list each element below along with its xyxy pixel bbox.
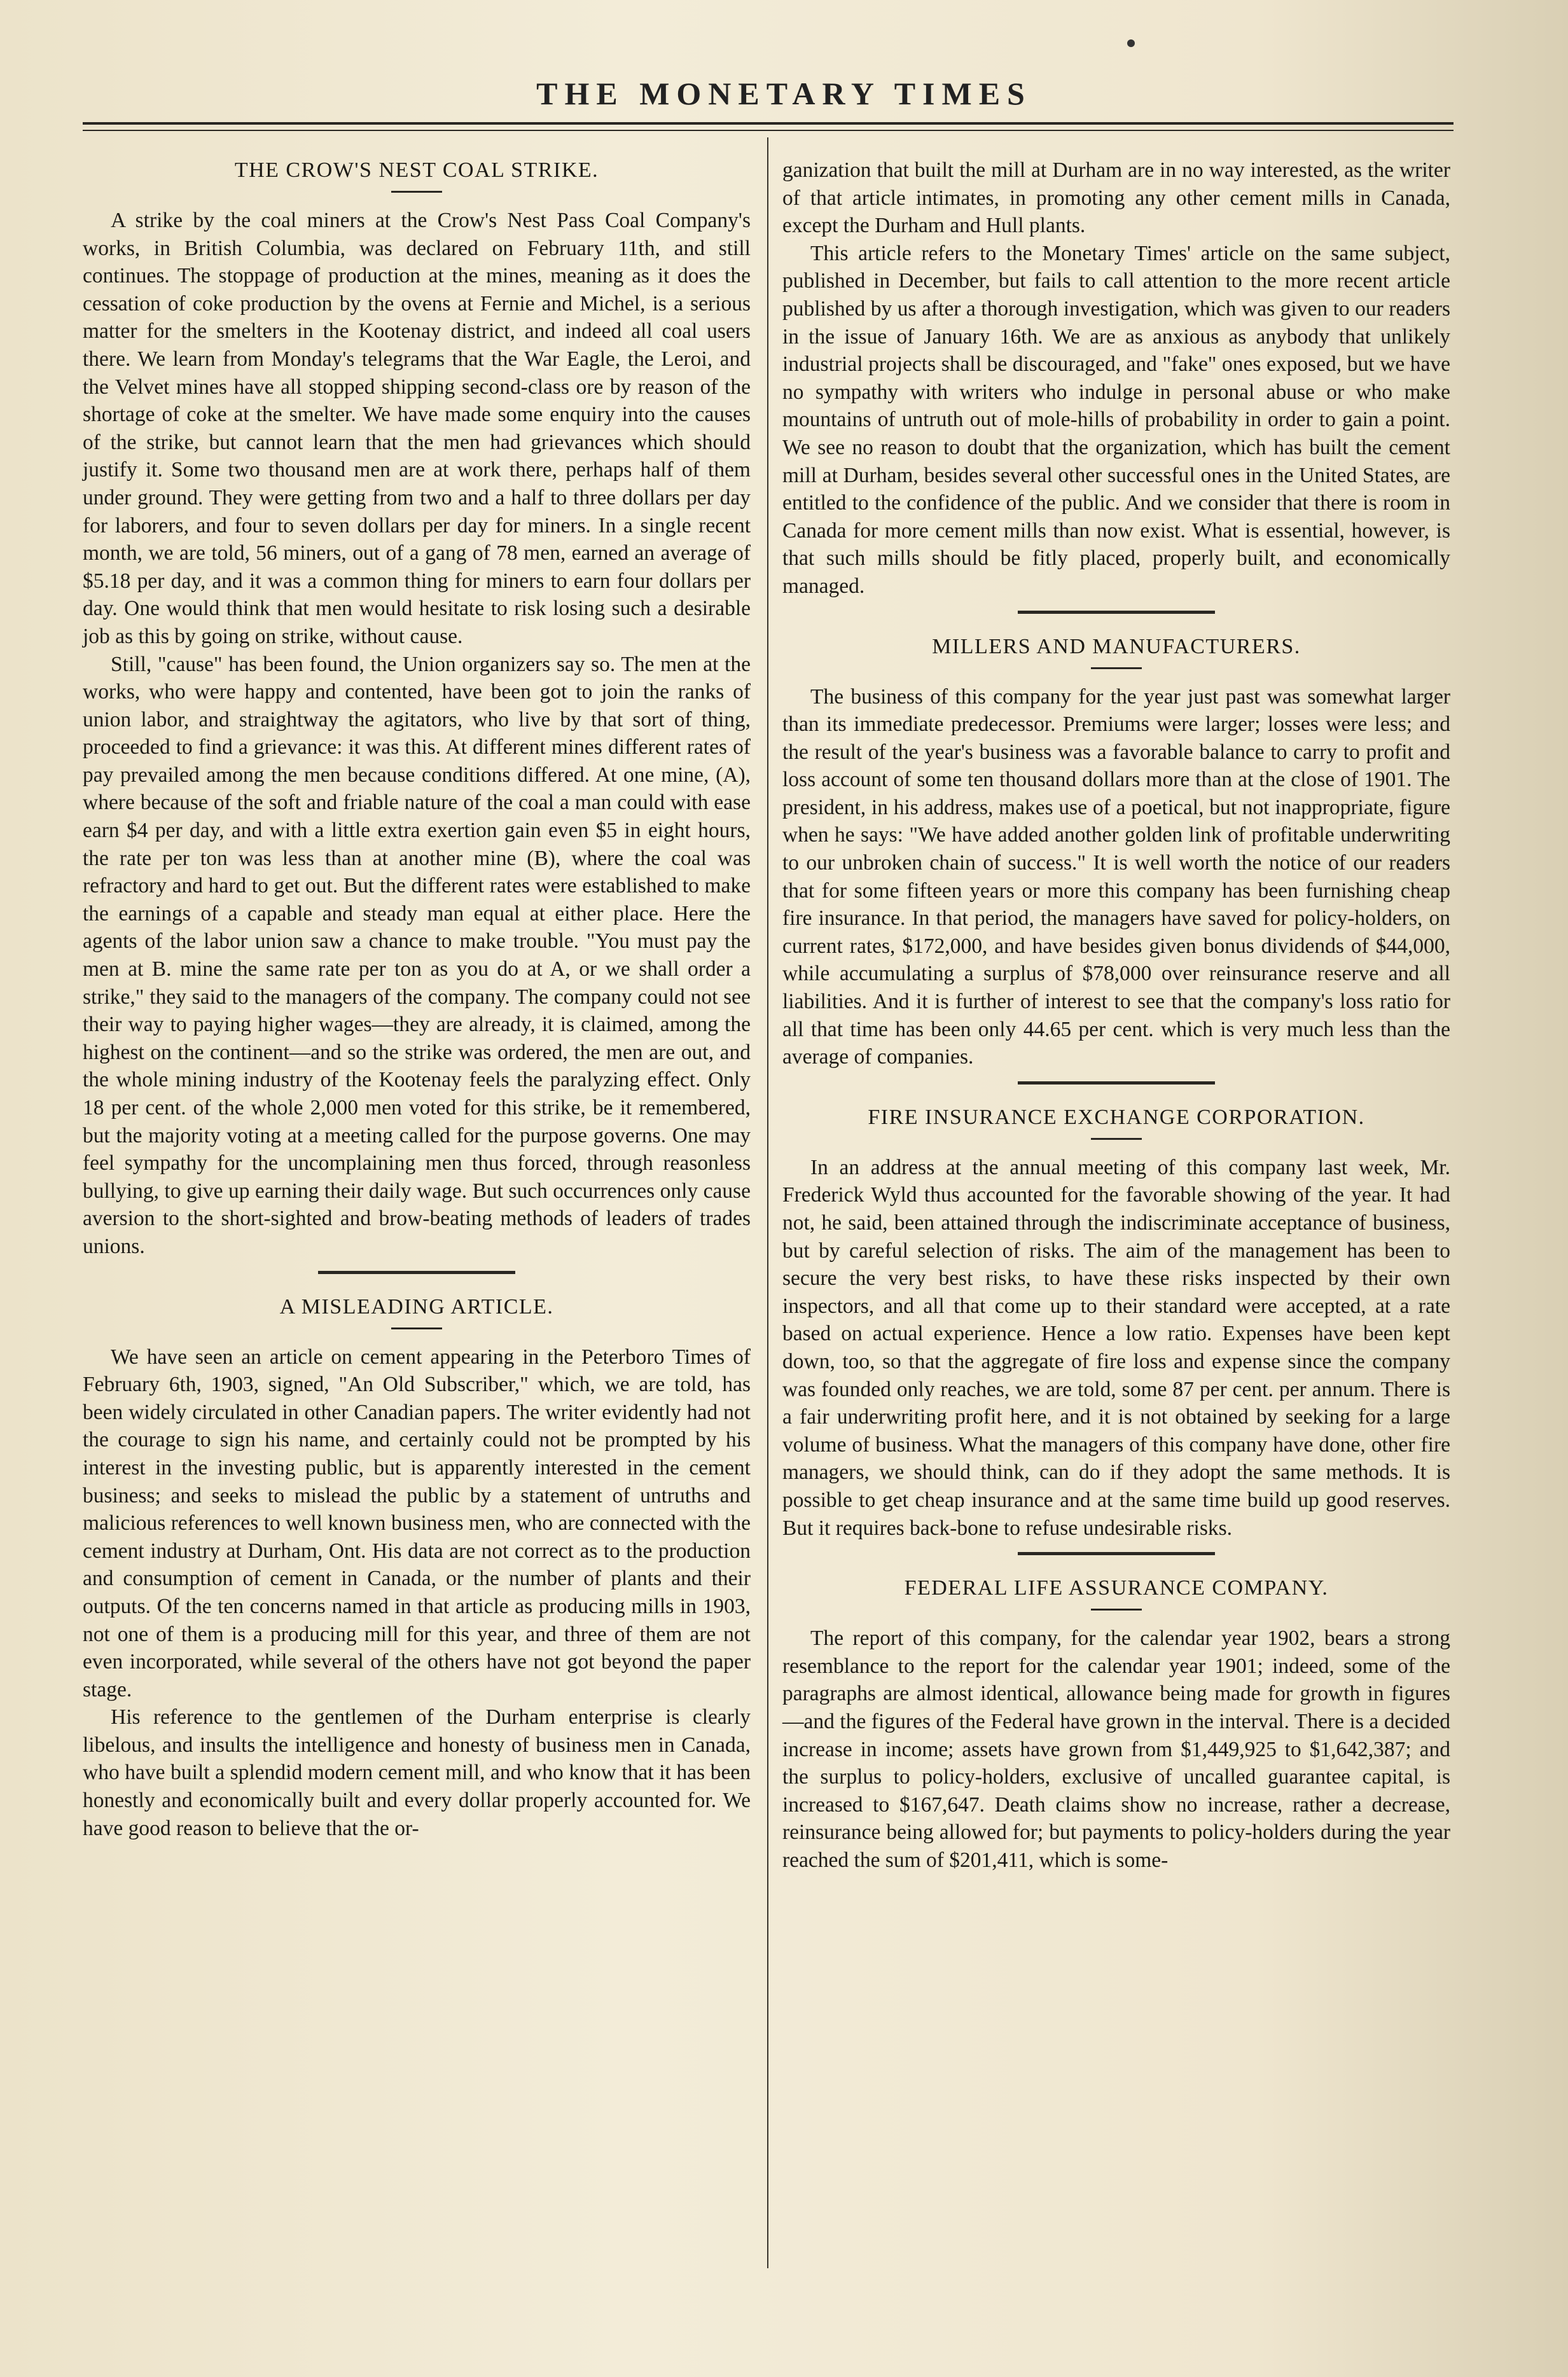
article-separator (1018, 1552, 1215, 1555)
title-rule (391, 1327, 442, 1329)
article-title-millers: MILLERS AND MANUFACTURERS. (932, 634, 1301, 658)
header-rule (83, 122, 1454, 125)
paragraph: In an address at the annual meeting of this company last week, Mr. Frederick Wyld thus accounted for the favorable showing of the year. It had not, he said, been attained through the indiscriminate acceptance of business, but by careful selection of risks. The aim of the management has been to secure the very best risks, to have these risks inspected by their own inspectors, and all that come up to their standard were accepted, at a rate based on actual experience. Hence a low ratio. Expenses have been kept down, too, so that the aggregate of fire loss and expense since the company was founded only reaches, we are told, some 87 per cent. per annum. There is a fair underwriting profit here, and it is not obtained by seeking for a large volume of business. What the managers of this company have done, other fire managers, we should think, can do if they adopt the same methods. It is possible to get cheap insurance and at the same time build up good reserves. But it requires back-bone to refuse undesirable risks. (782, 1155, 1450, 1540)
right-column (782, 156, 1450, 1874)
article-separator (1018, 1081, 1215, 1085)
paragraph: ganization that built the mill at Durham are in no way interested, as the writer of that article intimates, in promoting any other cement mills in Canada, except the Durham and Hull plants. (782, 158, 1450, 238)
article-title-fire-insurance: FIRE INSURANCE EXCHANGE CORPORATION. (868, 1105, 1365, 1129)
header-rule-thin (83, 130, 1454, 131)
column-divider (767, 137, 768, 2268)
paragraph: The report of this company, for the calendar year 1902, bears a strong resemblance to the report for the calendar year 1901; indeed, some of the paragraphs are almost identical, allowance being made for growth in figures—and the figures of the Federal have grown in the interval. There is a decided increase in income; assets have grown from $1,449,925 to $1,642,387; and the surplus to policy-holders, exclusive of uncalled guarantee capital, is increased to $167,647. Death claims show no increase, rather a decrease, reinsurance being allowed for; but payments to policy-holders during the year reached the sum of $201,411, which is some- (782, 1626, 1450, 1872)
article-separator (318, 1271, 515, 1274)
paragraph: A strike by the coal miners at the Crow's Nest Pass Coal Company's works, in British Columbia, was declared on February 11th, and still continues. The stoppage of production at the mines, meaning as it does the cessation of coke production by the ovens at Fernie and Michel, is a serious matter for the smelters in the Kootenay district, and indeed all coal users there. We learn from Monday's telegrams that the War Eagle, the Leroi, and the Velvet mines have all stopped shipping second-class ore by reason of the shortage of coke at the smelter. We have made some enquiry into the causes of the strike, but cannot learn that the men had grievances which should justify it. Some two thousand men are at work there, perhaps half of them under ground. They were getting from two and a half to three dollars per day for laborers, and four to seven dollars per day for miners. In a single recent month, we are told, 56 miners, out of a gang of 78 men, earned an average of $5.18 per day, and it was a common thing for miners to earn four dollars per day. One would think that men would hesitate to risk losing such a desirable job as this by going on strike, without cause. (83, 209, 751, 648)
article-title-crows-nest: THE CROW'S NEST COAL STRIKE. (234, 158, 599, 182)
paragraph: Still, "cause" has been found, the Union organizers say so. The men at the works, who were happy and contented, have been got to join the ranks of union labor, and straightway the agitators, who live by that sort of thing, proceeded to find a grievance: it was this. At different mines different rates of pay prevailed among the men because conditions differed. At one mine, (A), where because of the soft and friable nature of the coal a man could with ease earn $4 per day, and with a little extra exertion gain even $5 in eight hours, the rate per ton was less than at another mine (B), where the coal was refractory and hard to get out. But the different rates were established to make the earnings of a capable and steady man equal at either place. Here the agents of the labor union saw a chance to make trouble. "You must pay the men at B. mine the same rate per ton as you do at A, or we shall order a strike," they said to the managers of the company. The company could not see their way to paying higher wages—they are already, it is claimed, among the highest on the continent—and so the strike was ordered, the men are out, and the whole mining industry of the Kootenay feels the paralyzing effect. Only 18 per cent. of the whole 2,000 men voted for this strike, be it remembered, but the majority voting at a meeting called for the purpose governs. One may feel sympathy for the uncomplaining men thus forced, through reasonless bullying, to give up earning their daily wage. But such occurrences only cause aversion to the short-sighted and brow-beating methods of leaders of trades unions. (83, 652, 751, 1258)
paragraph: We have seen an article on cement appearing in the Peterboro Times of February 6th, 1903, signed, "An Old Subscriber," which, we are told, has been widely circulated in other Canadian papers. The writer evidently had not the courage to sign his name, and certainly could not be prompted by his interest in the investing public, but is apparently interested in the cement business; and seeks to mislead the public by a statement of untruths and malicious references to well known business men, who are connected with the cement industry at Durham, Ont. His data are not correct as to the production and consumption of cement in Canada, or the number of plants and their outputs. Of the ten concerns named in that article as producing mills in 1903, not one of them is a producing mill for this year, and three of them are not even incorporated, while several of the others have not got beyond the paper stage. (83, 1345, 751, 1701)
title-rule (1091, 1138, 1142, 1140)
title-rule (391, 191, 442, 193)
masthead: THE MONETARY TIMES (536, 76, 1032, 111)
paragraph: His reference to the gentlemen of the Durham enterprise is clearly libelous, and insults the intelligence and honesty of business men in Canada, who have built a splendid modern cement mill, and who know that it has been honestly and economically built and every dollar properly accounted for. We have good reason to believe that the or- (83, 1705, 751, 1840)
ink-dot (1127, 39, 1135, 47)
title-rule (1091, 1609, 1142, 1611)
article-title-federal-life: FEDERAL LIFE ASSURANCE COMPANY. (904, 1576, 1329, 1600)
paragraph: This article refers to the Monetary Times' article on the same subject, published in December, but fails to call attention to the more recent article published by us after a thorough investigation, which was given to our readers in the issue of January 16th. We are as anxious as anybody that unlikely industrial projects shall be discouraged, and "fake" ones exposed, but we have no sympathy with writers who indulge in personal abuse or who make mountains of untruth out of mole-hills of probability in order to gain a point. We see no reason to doubt that the organization, which has built the cement mill at Durham, besides several other successful ones in the United States, are entitled to the confidence of the public. And we consider that there is room in Canada for more cement mills than now exist. What is essential, however, is that such mills should be fitly placed, properly built, and economically managed. (782, 241, 1450, 598)
article-separator (1018, 611, 1215, 614)
article-title-misleading: A MISLEADING ARTICLE. (279, 1294, 554, 1319)
paragraph: The business of this company for the year just past was somewhat larger than its immediate predecessor. Premiums were larger; losses were less; and the result of the year's business was a favorable balance to carry to profit and loss account of some ten thousand dollars more than at the close of 1901. The president, in his address, makes use of a poetical, but not inappropriate, figure when he says: "We have added another golden link of profitable underwriting to our unbroken chain of success." It is well worth the notice of our readers that for some fifteen years or more this company has been furnishing cheap fire insurance. In that period, the managers have saved for policy-holders, on current rates, $172,000, and have besides given bonus dividends of $44,000, while accumulating a surplus of $78,000 over reinsurance reserve and all liabilities. And it is further of interest to see that the company's loss ratio for all that time has been only 44.65 per cent. which is very much less than the average of companies. (782, 684, 1450, 1069)
title-rule (1091, 667, 1142, 669)
left-column (83, 156, 751, 1842)
